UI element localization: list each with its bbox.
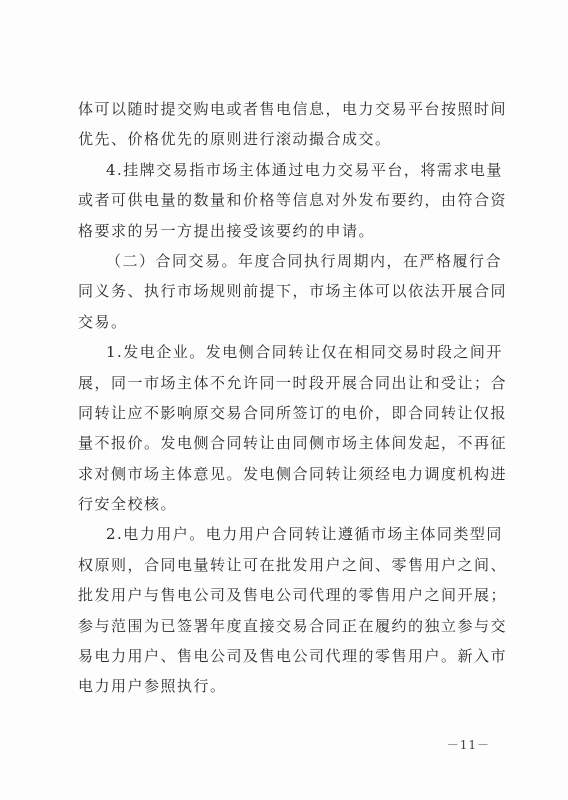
text-line: 电力用户参照执行。 [78, 677, 227, 696]
text-line: 展，同一市场主体不允许同一时段开展合同出让和受让；合 [78, 373, 508, 392]
text-line: 量不报价。发电侧合同转让由同侧市场主体间发起，不再征 [78, 434, 508, 453]
text-line: 同义务、执行市场规则前提下，市场主体可以依法开展合同 [78, 282, 508, 301]
text-line: 1.发电企业。发电侧合同转让仅在相同交易时段之间开 [106, 343, 503, 362]
text-line: 批发用户与售电公司及售电公司代理的零售用户之间开展； [78, 586, 508, 605]
text-line: 行安全校核。 [78, 495, 178, 514]
text-line: 4.挂牌交易指市场主体通过电力交易平台，将需求电量 [106, 160, 503, 179]
text-line: 易电力用户、售电公司及售电公司代理的零售用户。新入市 [78, 647, 508, 666]
page-number: －11－ [446, 738, 490, 752]
text-line: 同转让应不影响原交易合同所签订的电价，即合同转让仅报 [78, 403, 508, 422]
text-line: 格要求的另一方提出接受该要约的申请。 [78, 221, 376, 240]
text-line: 交易。 [78, 312, 128, 331]
text-line: 体可以随时提交购电或者售电信息，电力交易平台按照时间 [78, 100, 508, 118]
text-line: 参与范围为已签署年度直接交易合同正在履约的独立参与交 [78, 616, 508, 635]
text-line: 2.电力用户。电力用户合同转让遵循市场主体同类型同 [106, 525, 503, 544]
text-line: （二）合同交易。年度合同执行周期内，在严格履行合 [106, 251, 503, 270]
text-line: 优先、价格优先的原则进行滚动撮合成交。 [78, 130, 392, 149]
document-body [78, 94, 508, 702]
text-line: 或者可供电量的数量和价格等信息对外发布要约，由符合资 [78, 191, 508, 210]
text-line: 求对侧市场主体意见。发电侧合同转让须经电力调度机构进 [78, 464, 508, 483]
text-line: 权原则，合同电量转让可在批发用户之间、零售用户之间、 [78, 555, 508, 574]
